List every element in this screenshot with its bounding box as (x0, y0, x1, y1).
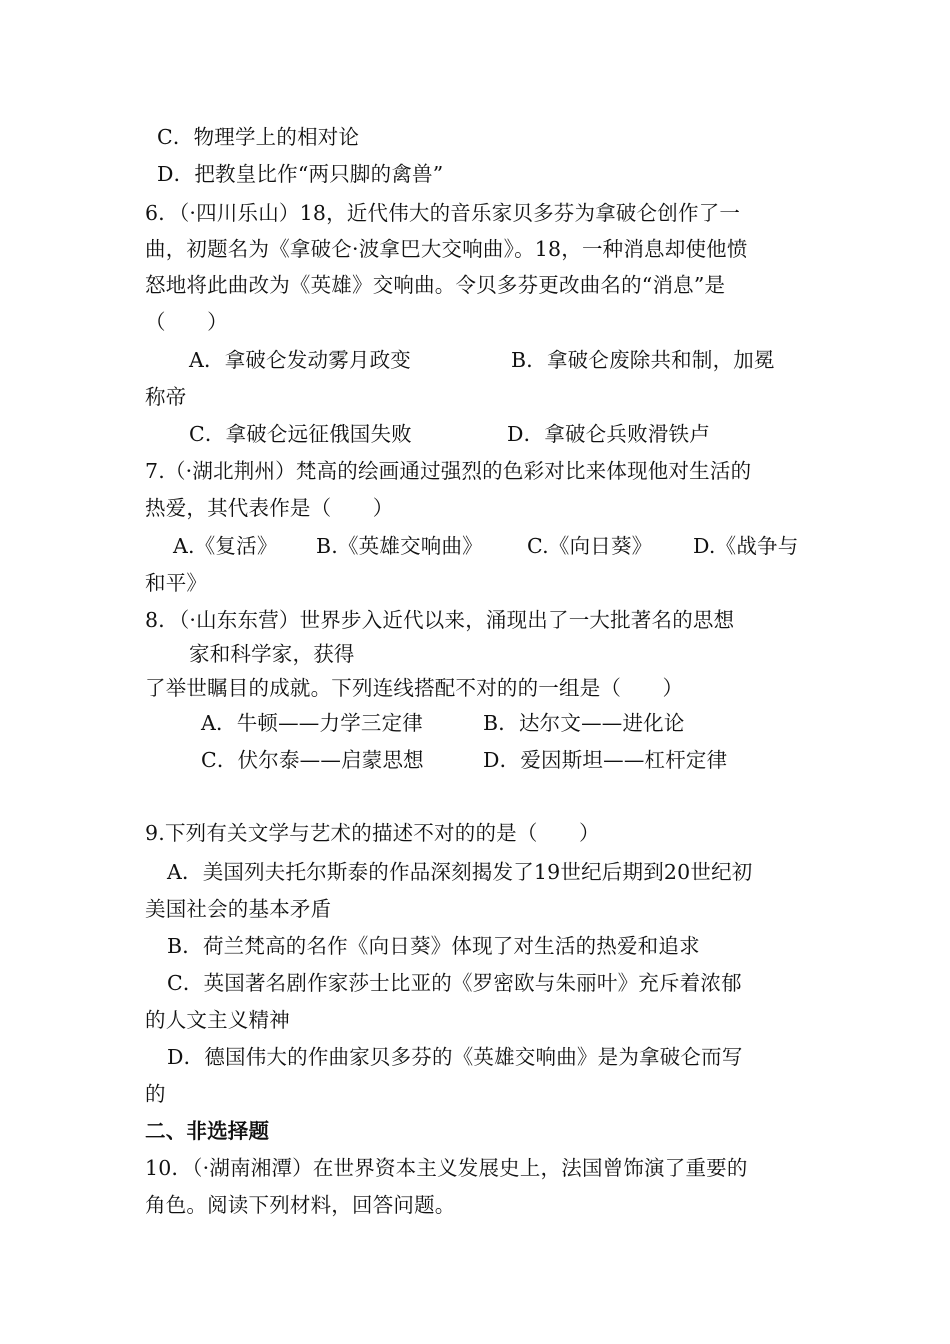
question-6-answer-blank: （ ） (145, 310, 228, 334)
section-heading-non-choice: 二、非选择题 (145, 1119, 270, 1143)
question-6-option-b: B．拿破仑废除共和制，加冕 (511, 348, 775, 372)
question-9-option-c-cont: 的人文主义精神 (145, 1008, 290, 1032)
question-9-option-a: A．美国列夫托尔斯泰的作品深刻揭发了19世纪后期到20世纪初 (167, 860, 753, 884)
question-9-option-d: D．德国伟大的作曲家贝多芬的《英雄交响曲》是为拿破仑而写 (167, 1045, 743, 1069)
question-7-line-1: 7.（·湖北荆州）梵高的绘画通过强烈的色彩对比来体现他对生活的 (145, 459, 752, 483)
question-7-line-2: 热爱，其代表作是（ ） (145, 496, 394, 520)
question-7-option-c: C.《向日葵》 (527, 534, 653, 558)
question-6-option-b-cont: 称帝 (145, 385, 187, 409)
question-9-stem: 9.下列有关文学与艺术的描述不对的的是（ ） (145, 821, 600, 845)
question-8-option-c: C．伏尔泰——启蒙思想 (201, 748, 424, 772)
question-6-option-a: A．拿破仑发动雾月政变 (189, 348, 412, 372)
question-7-option-d-cont: 和平》 (145, 571, 208, 595)
question-8-option-b: B．达尔文——进化论 (483, 711, 685, 735)
question-8-option-d: D．爱因斯坦——杠杆定律 (483, 748, 728, 772)
question-6-option-d: D．拿破仑兵败滑铁卢 (507, 422, 710, 446)
question-9-option-a-cont: 美国社会的基本矛盾 (145, 897, 332, 921)
question-9-option-d-cont: 的 (145, 1082, 166, 1106)
question-7-option-a: A.《复活》 (173, 534, 278, 558)
option-c-relativity: C．物理学上的相对论 (157, 125, 360, 149)
question-10-line-1: 10．（·湖南湘潭）在世界资本主义发展史上，法国曾饰演了重要的 (145, 1156, 748, 1180)
question-10-line-2: 角色。阅读下列材料，回答问题。 (145, 1193, 456, 1217)
question-9-option-b: B．荷兰梵高的名作《向日葵》体现了对生活的热爱和追求 (167, 934, 700, 958)
question-6-line-2: 曲，初题名为《拿破仑·波拿巴大交响曲》。18，一种消息却使他愤 (145, 237, 748, 261)
question-6-option-c: C．拿破仑远征俄国失败 (189, 422, 412, 446)
question-7-option-d: D.《战争与 (693, 534, 799, 558)
question-7-option-b: B.《英雄交响曲》 (316, 534, 483, 558)
question-6-line-3: 怒地将此曲改为《英雄》交响曲。令贝多芬更改曲名的“消息”是 (145, 273, 726, 297)
question-8-line-2: 家和科学家，获得 (189, 642, 355, 666)
question-6-line-1: 6．（·四川乐山）18，近代伟大的音乐家贝多芬为拿破仑创作了一 (145, 201, 741, 225)
option-d-pope-comparison: D．把教皇比作“两只脚的禽兽” (157, 162, 444, 186)
question-9-option-c: C．英国著名剧作家莎士比亚的《罗密欧与朱丽叶》充斥着浓郁 (167, 971, 742, 995)
question-8-line-1: 8．（·山东东营）世界步入近代以来，涌现出了一大批著名的思想 (145, 608, 735, 632)
question-8-option-a: A．牛顿——力学三定律 (201, 711, 424, 735)
question-8-line-3: 了举世瞩目的成就。下列连线搭配不对的的一组是（ ） (145, 676, 684, 700)
